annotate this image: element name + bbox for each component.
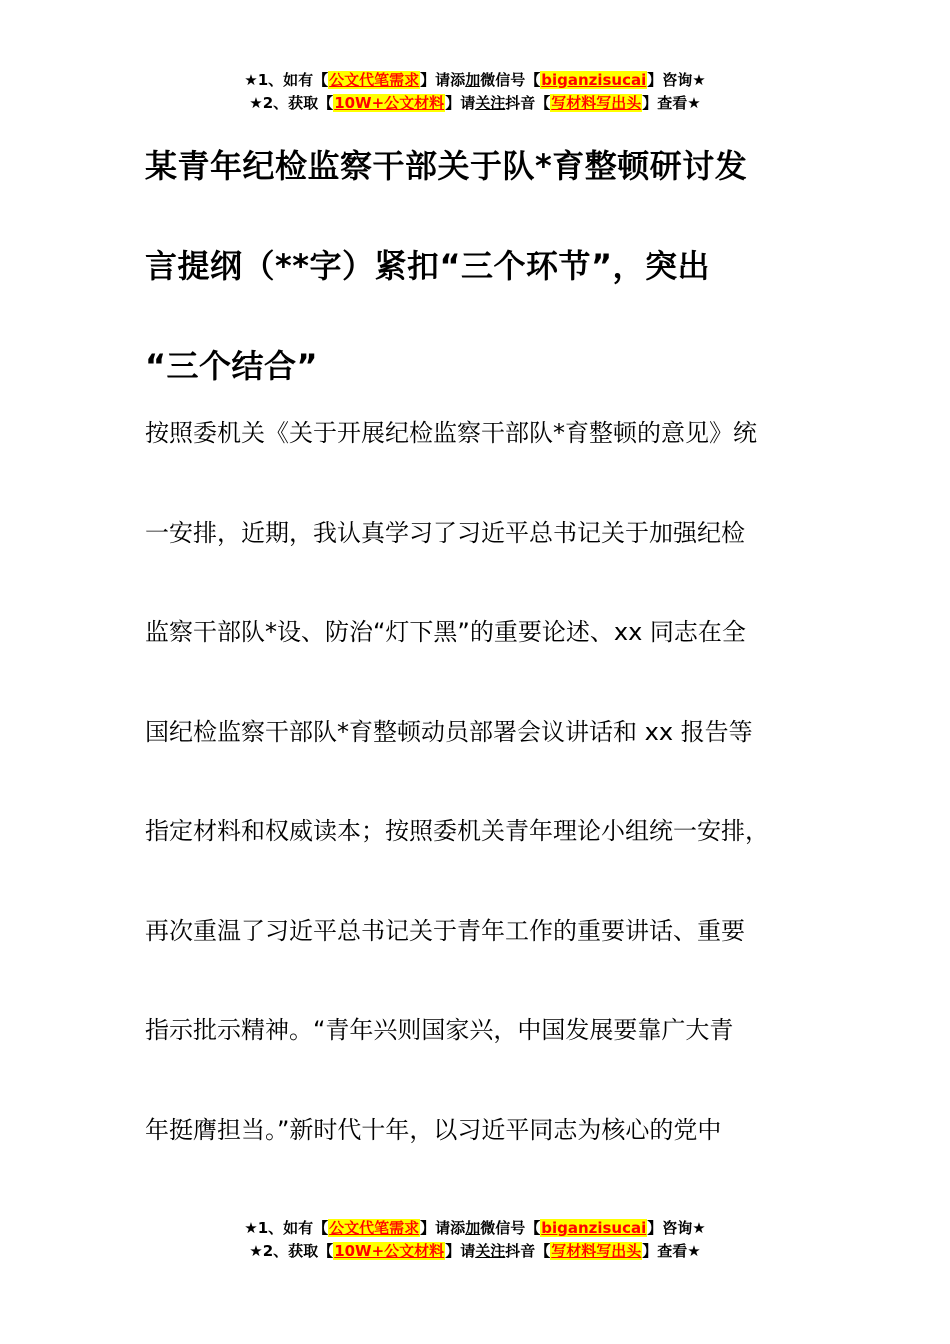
banner-text: 】请	[445, 1242, 476, 1260]
title-line: 言提纲（**字）紧扣“三个环节”，突出	[145, 247, 711, 285]
banner-highlight: 写材料写出头	[551, 94, 642, 112]
banner-highlight: 写材料写出头	[551, 1242, 642, 1260]
body-line: 指定材料和权威读本；按照委机关青年理论小组统一安排，	[145, 817, 769, 845]
banner-text: 微信号【	[480, 1219, 541, 1237]
footer-banner	[0, 1217, 950, 1263]
header-banner	[0, 69, 950, 115]
banner-highlight: 公文代笔需求	[329, 1219, 420, 1237]
banner-emphasis: 加	[465, 1219, 481, 1237]
banner-text: ★1、如有【	[244, 71, 329, 89]
banner-highlight: 10W+公文材料	[334, 94, 445, 112]
title-line: 某青年纪检监察干部关于队*育整顿研讨发	[145, 147, 748, 185]
banner-highlight: 10W+公文材料	[334, 1242, 445, 1260]
banner-text: 抖音【	[505, 94, 551, 112]
body-line: 年挺膺担当。”新时代十年，以习近平同志为核心的党中	[145, 1115, 722, 1144]
body-line: 一安排，近期，我认真学习了习近平总书记关于加强纪检	[145, 518, 745, 547]
document-body	[145, 384, 815, 1180]
banner-text: ★2、获取【	[249, 94, 334, 112]
banner-text: 】查看★	[642, 1242, 701, 1260]
banner-text: 】查看★	[642, 94, 701, 112]
banner-line-1	[0, 69, 950, 92]
banner-highlight: biganzisucai	[541, 1219, 647, 1237]
banner-line-1	[0, 1217, 950, 1240]
banner-emphasis: 关注	[475, 1242, 506, 1260]
banner-emphasis: 关注	[475, 94, 506, 112]
banner-line-2	[0, 1240, 950, 1263]
document-title	[145, 116, 815, 416]
banner-highlight: 公文代笔需求	[329, 71, 420, 89]
banner-text: 】请	[445, 94, 476, 112]
banner-text: 】请添	[420, 1219, 466, 1237]
body-line: 再次重温了习近平总书记关于青年工作的重要讲话、重要	[145, 916, 745, 945]
body-line: 监察干部队*设、防治“灯下黑”的重要论述、xx 同志在全	[145, 618, 746, 646]
body-line: 国纪检监察干部队*育整顿动员部署会议讲话和 xx 报告等	[145, 717, 753, 746]
banner-text: 】请添	[420, 71, 466, 89]
banner-text: 抖音【	[505, 1242, 551, 1260]
banner-text: ★2、获取【	[249, 1242, 334, 1260]
banner-text: ★1、如有【	[244, 1219, 329, 1237]
body-line: 按照委机关《关于开展纪检监察干部队*育整顿的意见》统	[145, 419, 757, 447]
title-line: “三个结合”	[145, 347, 319, 385]
banner-highlight: biganzisucai	[541, 71, 647, 89]
banner-line-2	[0, 92, 950, 115]
banner-emphasis: 加	[465, 71, 481, 89]
body-line: 指示批示精神。“青年兴则国家兴，中国发展要靠广大青	[145, 1016, 734, 1044]
banner-text: 微信号【	[480, 71, 541, 89]
banner-text: 】咨询★	[647, 71, 706, 89]
banner-text: 】咨询★	[647, 1219, 706, 1237]
